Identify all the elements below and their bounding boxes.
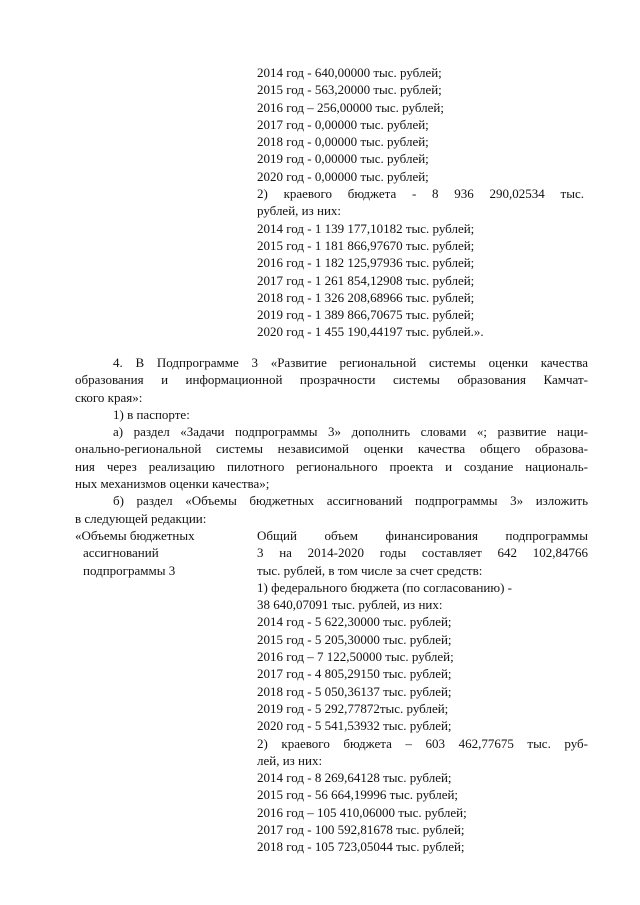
list-item: 2016 год – 256,00000 тыс. рублей; xyxy=(257,99,444,115)
list-item: 2018 год - 1 326 208,68966 тыс. рублей; xyxy=(257,289,475,305)
paragraph-line: ных механизмов оценки качества»; xyxy=(75,476,270,492)
list-item: 2018 год - 105 723,05044 тыс. рублей; xyxy=(257,839,465,855)
list-item: 2020 год - 1 455 190,44197 тыс. рублей.». xyxy=(257,324,484,340)
list-item: 2014 год - 5 622,30000 тыс. рублей; xyxy=(257,614,452,630)
paragraph-line: 3 на 2014-2020 годы составляет 642 102,84766 xyxy=(257,545,588,561)
list-item: 2015 год - 56 664,19996 тыс. рублей; xyxy=(257,787,459,803)
section-4 xyxy=(0,354,640,527)
list-item: 2018 год - 5 050,36137 тыс. рублей; xyxy=(257,683,452,699)
federal-budget-heading-cont: 38 640,07091 тыс. рублей, из них: xyxy=(257,597,443,613)
paragraph-line: 4. В Подпрограмме 3 «Развитие региональной системы оценки качества xyxy=(113,355,588,370)
list-item: 2015 год - 563,20000 тыс. рублей; xyxy=(257,82,442,98)
regional-budget-heading-cont: рублей, из них: xyxy=(257,203,342,219)
federal-budget-heading: 1) федерального бюджета (по согласованию) - xyxy=(257,579,512,595)
list-item: 2019 год - 0,00000 тыс. рублей; xyxy=(257,151,429,167)
list-item: 2014 год - 640,00000 тыс. рублей; xyxy=(257,65,442,80)
list-item: 2016 год – 105 410,06000 тыс. рублей; xyxy=(257,804,467,820)
list-item: 2017 год - 1 261 854,12908 тыс. рублей; xyxy=(257,272,475,288)
paragraph-line: ния через реализацию пилотного регионального проекта и создание националь- xyxy=(75,458,588,474)
list-item: 2017 год - 100 592,81678 тыс. рублей; xyxy=(257,822,465,838)
list-item: 2020 год - 0,00000 тыс. рублей; xyxy=(257,168,429,184)
list-item: 2020 год - 5 541,53932 тыс. рублей; xyxy=(257,718,452,734)
paragraph-line: б) раздел «Объемы бюджетных ассигнований подпрограммы 3» изложить xyxy=(113,493,588,509)
paragraph-line: онально-региональной системы независимой оценки качества общего образова- xyxy=(75,441,588,457)
paragraph-line: Общий объем финансирования подпрограммы xyxy=(257,528,588,543)
regional-budget-heading: 2) краевого бюджета – 603 462,77675 тыс. руб- xyxy=(257,735,588,751)
list-item: 2014 год - 8 269,64128 тыс. рублей; xyxy=(257,770,452,786)
list-item: 2016 год - 1 182 125,97936 тыс. рублей; xyxy=(257,255,475,271)
table-label-line: подпрограммы 3 xyxy=(83,562,176,578)
table-label-cell xyxy=(75,527,245,579)
list-item: 2017 год - 0,00000 тыс. рублей; xyxy=(257,116,429,132)
list-item: 2018 год - 0,00000 тыс. рублей; xyxy=(257,134,429,150)
paragraph-line: в следующей редакции: xyxy=(75,510,207,526)
top-funding-list xyxy=(0,64,640,341)
list-item: 2019 год - 5 292,77872тыс. рублей; xyxy=(257,700,449,716)
regional-budget-heading: 2) краевого бюджета - 8 936 290,02534 тыс. xyxy=(257,186,584,202)
list-item: 2016 год – 7 122,50000 тыс. рублей; xyxy=(257,649,454,665)
list-item: 2015 год - 5 205,30000 тыс. рублей; xyxy=(257,631,452,647)
regional-budget-heading-cont: лей, из них: xyxy=(257,752,323,768)
table-label-line: «Объемы бюджетных xyxy=(75,528,195,543)
item-1: 1) в паспорте: xyxy=(113,406,190,422)
list-item: 2019 год - 1 389 866,70675 тыс. рублей; xyxy=(257,307,475,323)
table-label-line: ассигнований xyxy=(83,545,159,561)
paragraph-line: ского края»: xyxy=(75,389,143,405)
paragraph-line: образования и информационной прозрачности системы образования Камчат- xyxy=(75,372,588,388)
paragraph-line: тыс. рублей, в том числе за счет средств: xyxy=(257,562,483,578)
list-item: 2014 год - 1 139 177,10182 тыс. рублей; xyxy=(257,220,475,236)
list-item: 2015 год - 1 181 866,97670 тыс. рублей; xyxy=(257,237,475,253)
table-value-cell xyxy=(257,527,588,856)
list-item: 2017 год - 4 805,29150 тыс. рублей; xyxy=(257,666,452,682)
paragraph-line: а) раздел «Задачи подпрограммы 3» дополнить словами «; развитие наци- xyxy=(113,424,588,440)
